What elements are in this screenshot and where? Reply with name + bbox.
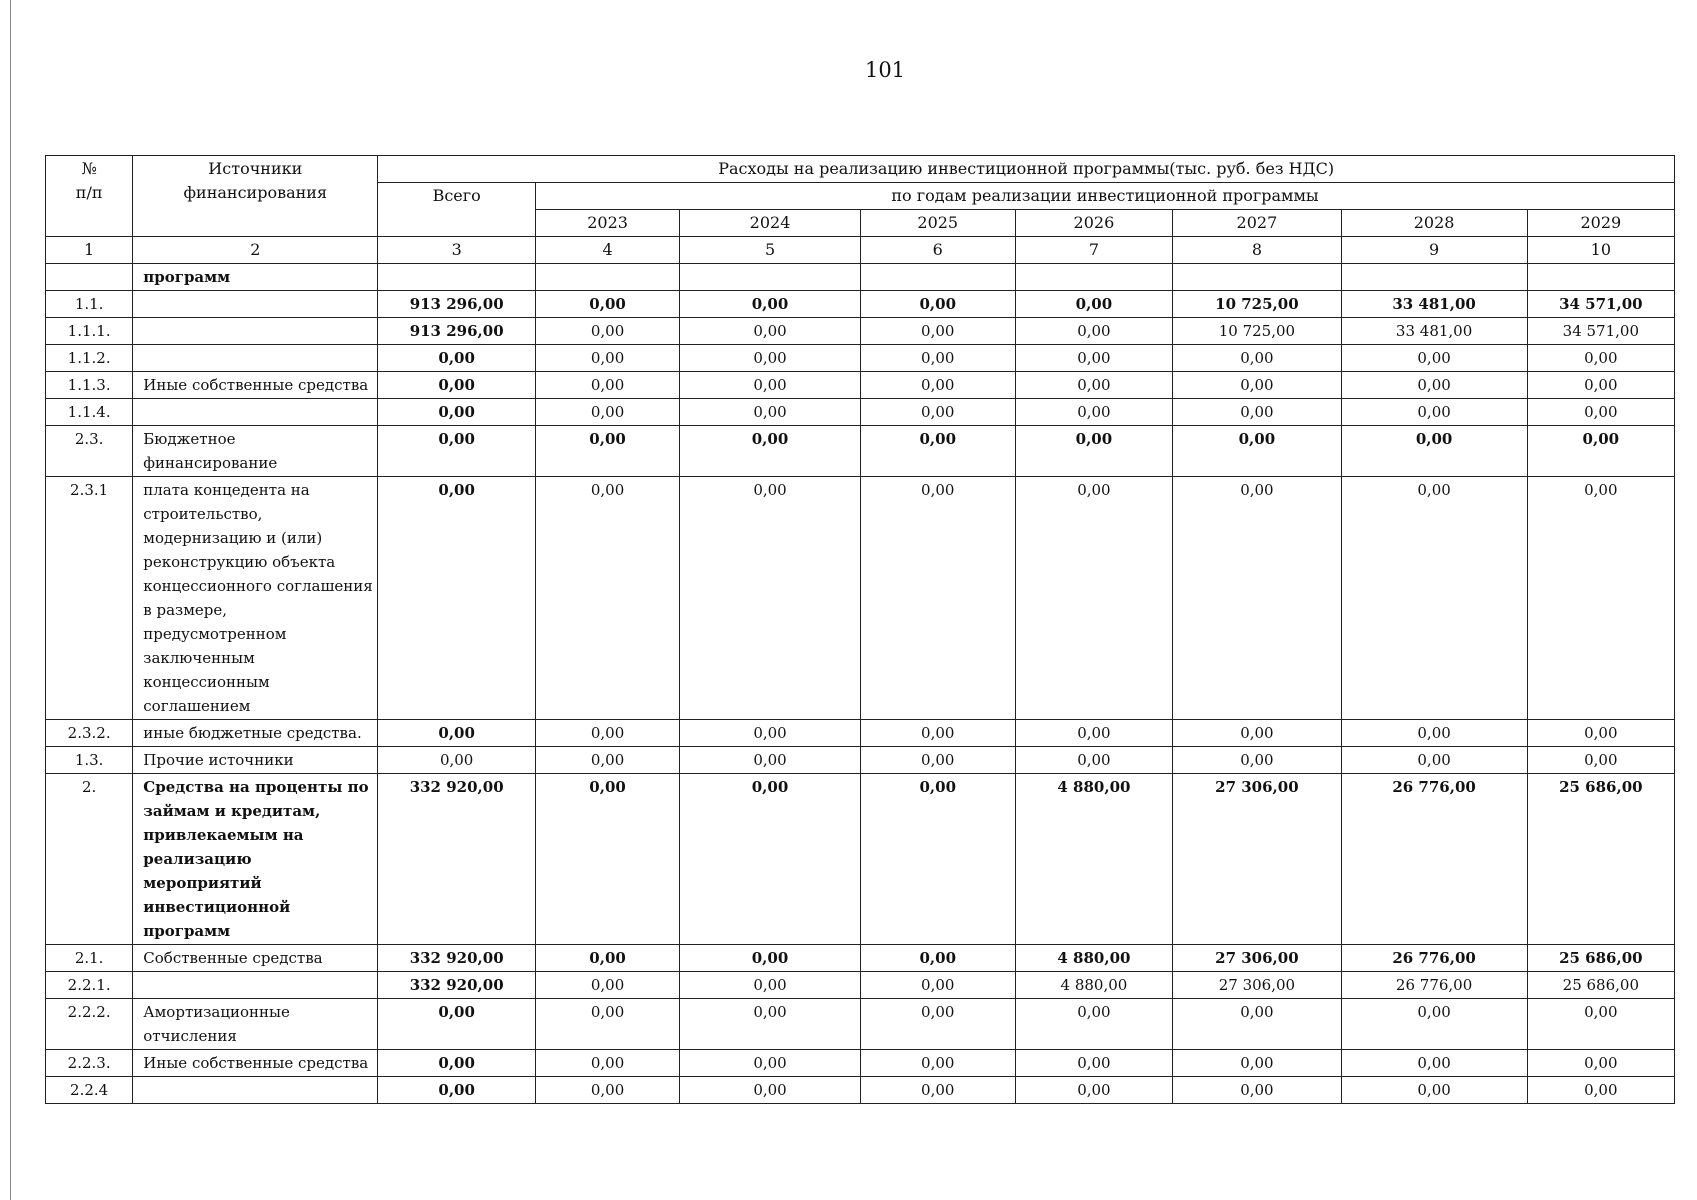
table-row (46, 318, 1675, 345)
row-number-cell: 2.3.1 (46, 477, 133, 720)
row-year-value-cell: 0,00 (1341, 999, 1527, 1050)
column-number-cell: 8 (1173, 237, 1341, 264)
row-year-value-cell: 0,00 (1173, 720, 1341, 747)
row-year-value-cell: 0,00 (860, 774, 1015, 945)
row-year-value-cell: 10 725,00 (1173, 318, 1341, 345)
table-header (46, 156, 1675, 264)
row-source-cell: Прочие источники (133, 747, 378, 774)
header-year: 2026 (1015, 210, 1173, 237)
table-row (46, 945, 1675, 972)
row-year-value-cell: 0,00 (1015, 426, 1173, 477)
row-number-cell: 1.1.4. (46, 399, 133, 426)
row-year-value-cell (1527, 264, 1674, 291)
row-year-value-cell: 0,00 (1527, 399, 1674, 426)
row-source-cell (133, 345, 378, 372)
row-year-value-cell: 0,00 (860, 318, 1015, 345)
row-year-value-cell: 0,00 (1527, 477, 1674, 720)
header-expenses-title: Расходы на реализацию инвестиционной программы(тыс. руб. без НДС) (378, 156, 1675, 183)
row-year-value-cell: 0,00 (860, 945, 1015, 972)
row-year-value-cell: 26 776,00 (1341, 774, 1527, 945)
row-number-cell: 1.1. (46, 291, 133, 318)
table-row (46, 999, 1675, 1050)
page-edge-line (10, 0, 11, 1200)
row-source-cell: Амортизационные отчисления (133, 999, 378, 1050)
header-year: 2028 (1341, 210, 1527, 237)
row-year-value-cell: 0,00 (1527, 426, 1674, 477)
row-year-value-cell: 0,00 (1173, 372, 1341, 399)
row-year-value-cell: 0,00 (680, 345, 861, 372)
row-year-value-cell: 0,00 (680, 747, 861, 774)
row-year-value-cell: 0,00 (536, 1077, 680, 1104)
row-year-value-cell: 0,00 (1173, 747, 1341, 774)
row-year-value-cell: 0,00 (860, 720, 1015, 747)
header-year: 2023 (536, 210, 680, 237)
row-total-cell: 0,00 (378, 477, 536, 720)
header-source-line2: финансирования (183, 183, 328, 202)
column-number-cell: 3 (378, 237, 536, 264)
row-year-value-cell: 26 776,00 (1341, 972, 1527, 999)
row-total-cell: 0,00 (378, 426, 536, 477)
row-year-value-cell: 27 306,00 (1173, 774, 1341, 945)
row-number-cell: 2.3.2. (46, 720, 133, 747)
row-year-value-cell: 0,00 (1015, 1077, 1173, 1104)
row-year-value-cell: 0,00 (1015, 318, 1173, 345)
row-total-cell: 332 920,00 (378, 774, 536, 945)
row-year-value-cell: 0,00 (536, 774, 680, 945)
row-source-cell (133, 291, 378, 318)
column-number-cell: 6 (860, 237, 1015, 264)
row-year-value-cell: 0,00 (860, 972, 1015, 999)
row-year-value-cell: 0,00 (680, 945, 861, 972)
row-year-value-cell: 0,00 (536, 945, 680, 972)
row-year-value-cell: 0,00 (1015, 399, 1173, 426)
row-total-cell: 332 920,00 (378, 945, 536, 972)
table-row (46, 372, 1675, 399)
row-year-value-cell (1341, 264, 1527, 291)
row-total-cell: 0,00 (378, 720, 536, 747)
investment-table (45, 155, 1675, 1104)
row-total-cell: 0,00 (378, 399, 536, 426)
row-number-cell: 2.2.2. (46, 999, 133, 1050)
table-row (46, 774, 1675, 945)
row-year-value-cell: 0,00 (536, 399, 680, 426)
row-year-value-cell: 0,00 (860, 372, 1015, 399)
row-year-value-cell: 0,00 (1173, 426, 1341, 477)
header-year: 2029 (1527, 210, 1674, 237)
row-year-value-cell (536, 264, 680, 291)
row-year-value-cell: 0,00 (536, 999, 680, 1050)
row-year-value-cell: 0,00 (680, 477, 861, 720)
row-source-cell: плата концедента на строительство, модернизацию и (или) реконструкцию объекта концессионного соглашения в размере, предусмотренном заключенным концессионным соглашением (133, 477, 378, 720)
column-number-cell: 9 (1341, 237, 1527, 264)
row-year-value-cell: 0,00 (860, 426, 1015, 477)
table-row (46, 1077, 1675, 1104)
row-year-value-cell: 0,00 (680, 372, 861, 399)
row-year-value-cell: 0,00 (1341, 747, 1527, 774)
row-year-value-cell: 0,00 (860, 1050, 1015, 1077)
row-source-cell: Бюджетное финансирование (133, 426, 378, 477)
row-year-value-cell: 0,00 (1341, 1077, 1527, 1104)
row-year-value-cell: 34 571,00 (1527, 291, 1674, 318)
table-row (46, 264, 1675, 291)
row-total-cell (378, 264, 536, 291)
header-year: 2025 (860, 210, 1015, 237)
row-number-cell: 2. (46, 774, 133, 945)
row-year-value-cell: 0,00 (860, 477, 1015, 720)
row-year-value-cell: 0,00 (1527, 747, 1674, 774)
row-total-cell: 913 296,00 (378, 318, 536, 345)
row-year-value-cell: 0,00 (536, 372, 680, 399)
row-year-value-cell: 0,00 (1015, 720, 1173, 747)
row-total-cell: 913 296,00 (378, 291, 536, 318)
row-year-value-cell: 0,00 (1527, 720, 1674, 747)
row-year-value-cell: 0,00 (680, 291, 861, 318)
row-year-value-cell: 0,00 (1341, 372, 1527, 399)
row-number-cell: 1.1.1. (46, 318, 133, 345)
row-year-value-cell: 0,00 (536, 747, 680, 774)
row-year-value-cell: 0,00 (680, 774, 861, 945)
row-source-cell: Средства на проценты по займам и кредитам, привлекаемым на реализацию мероприятий инвестиционной программ (133, 774, 378, 945)
row-year-value-cell: 0,00 (1527, 999, 1674, 1050)
column-number-cell: 10 (1527, 237, 1674, 264)
row-year-value-cell: 0,00 (680, 999, 861, 1050)
row-year-value-cell: 0,00 (536, 291, 680, 318)
row-year-value-cell: 0,00 (1015, 747, 1173, 774)
row-number-cell: 2.2.3. (46, 1050, 133, 1077)
row-total-cell: 0,00 (378, 372, 536, 399)
row-number-cell: 2.2.1. (46, 972, 133, 999)
row-year-value-cell: 33 481,00 (1341, 291, 1527, 318)
row-year-value-cell (1173, 264, 1341, 291)
column-number-cell: 7 (1015, 237, 1173, 264)
row-year-value-cell (1015, 264, 1173, 291)
row-year-value-cell: 0,00 (1173, 999, 1341, 1050)
row-number-cell: 1.3. (46, 747, 133, 774)
row-year-value-cell: 0,00 (1341, 426, 1527, 477)
row-year-value-cell: 0,00 (1173, 399, 1341, 426)
row-year-value-cell: 0,00 (680, 1077, 861, 1104)
row-year-value-cell: 0,00 (680, 399, 861, 426)
row-year-value-cell: 0,00 (536, 318, 680, 345)
row-total-cell: 0,00 (378, 999, 536, 1050)
row-year-value-cell: 0,00 (1527, 1050, 1674, 1077)
row-year-value-cell: 10 725,00 (1173, 291, 1341, 318)
column-number-cell: 2 (133, 237, 378, 264)
row-source-cell (133, 1077, 378, 1104)
row-year-value-cell: 0,00 (680, 720, 861, 747)
row-year-value-cell: 4 880,00 (1015, 972, 1173, 999)
row-year-value-cell: 0,00 (680, 318, 861, 345)
row-year-value-cell: 0,00 (536, 972, 680, 999)
row-year-value-cell: 0,00 (1341, 477, 1527, 720)
row-number-cell: 2.3. (46, 426, 133, 477)
header-number-line2: п/п (75, 183, 103, 202)
row-year-value-cell: 0,00 (1173, 345, 1341, 372)
table-body (46, 264, 1675, 1104)
row-number-cell: 2.2.4 (46, 1077, 133, 1104)
row-year-value-cell: 4 880,00 (1015, 945, 1173, 972)
row-number-cell: 2.1. (46, 945, 133, 972)
row-year-value-cell: 0,00 (536, 477, 680, 720)
row-year-value-cell: 0,00 (860, 1077, 1015, 1104)
row-year-value-cell: 25 686,00 (1527, 774, 1674, 945)
header-year: 2024 (680, 210, 861, 237)
row-total-cell: 0,00 (378, 1050, 536, 1077)
row-source-cell: Собственные средства (133, 945, 378, 972)
table-row (46, 426, 1675, 477)
row-total-cell: 0,00 (378, 747, 536, 774)
row-year-value-cell (860, 264, 1015, 291)
table-row (46, 1050, 1675, 1077)
row-year-value-cell: 26 776,00 (1341, 945, 1527, 972)
header-source-line1: Источники (208, 159, 303, 178)
row-year-value-cell: 0,00 (1527, 1077, 1674, 1104)
row-year-value-cell: 25 686,00 (1527, 945, 1674, 972)
table-row (46, 972, 1675, 999)
row-number-cell: 1.1.3. (46, 372, 133, 399)
row-source-cell: иные бюджетные средства. (133, 720, 378, 747)
row-year-value-cell (680, 264, 861, 291)
header-total: Всего (378, 183, 536, 237)
table-row (46, 399, 1675, 426)
row-year-value-cell: 0,00 (1341, 345, 1527, 372)
row-source-cell: Иные собственные средства (133, 372, 378, 399)
table-row (46, 291, 1675, 318)
row-year-value-cell: 0,00 (536, 1050, 680, 1077)
header-column-numbers-row (46, 237, 1675, 264)
row-year-value-cell: 0,00 (536, 345, 680, 372)
column-number-cell: 4 (536, 237, 680, 264)
row-year-value-cell: 0,00 (860, 345, 1015, 372)
row-year-value-cell: 0,00 (860, 399, 1015, 426)
row-year-value-cell: 34 571,00 (1527, 318, 1674, 345)
row-source-cell: Иные собственные средства (133, 1050, 378, 1077)
header-number-line1: № (81, 159, 97, 178)
row-year-value-cell: 25 686,00 (1527, 972, 1674, 999)
row-year-value-cell: 0,00 (1015, 372, 1173, 399)
row-source-cell (133, 972, 378, 999)
row-year-value-cell: 4 880,00 (1015, 774, 1173, 945)
row-year-value-cell: 0,00 (680, 426, 861, 477)
row-year-value-cell: 0,00 (680, 972, 861, 999)
header-year: 2027 (1173, 210, 1341, 237)
row-year-value-cell: 0,00 (680, 1050, 861, 1077)
investment-table-container (45, 155, 1675, 1104)
row-year-value-cell: 0,00 (1173, 1077, 1341, 1104)
row-year-value-cell: 0,00 (1015, 477, 1173, 720)
row-source-cell: программ (133, 264, 378, 291)
row-total-cell: 0,00 (378, 1077, 536, 1104)
row-year-value-cell: 0,00 (1173, 1050, 1341, 1077)
header-by-years: по годам реализации инвестиционной программы (536, 183, 1675, 210)
row-year-value-cell: 0,00 (1173, 477, 1341, 720)
row-year-value-cell: 0,00 (1527, 372, 1674, 399)
row-year-value-cell: 27 306,00 (1173, 972, 1341, 999)
header-source (133, 156, 378, 237)
row-number-cell (46, 264, 133, 291)
row-year-value-cell: 33 481,00 (1341, 318, 1527, 345)
row-year-value-cell: 0,00 (1527, 345, 1674, 372)
row-total-cell: 332 920,00 (378, 972, 536, 999)
page-number: 101 (864, 58, 906, 82)
row-source-cell (133, 318, 378, 345)
row-year-value-cell: 27 306,00 (1173, 945, 1341, 972)
row-year-value-cell: 0,00 (1015, 999, 1173, 1050)
row-year-value-cell: 0,00 (1341, 1050, 1527, 1077)
row-year-value-cell: 0,00 (536, 426, 680, 477)
table-row (46, 477, 1675, 720)
row-year-value-cell: 0,00 (1015, 1050, 1173, 1077)
row-year-value-cell: 0,00 (1341, 720, 1527, 747)
row-source-cell (133, 399, 378, 426)
row-year-value-cell: 0,00 (860, 999, 1015, 1050)
row-year-value-cell: 0,00 (860, 291, 1015, 318)
column-number-cell: 5 (680, 237, 861, 264)
header-number (46, 156, 133, 237)
row-year-value-cell: 0,00 (1341, 399, 1527, 426)
table-row (46, 720, 1675, 747)
row-number-cell: 1.1.2. (46, 345, 133, 372)
column-number-cell: 1 (46, 237, 133, 264)
row-year-value-cell: 0,00 (536, 720, 680, 747)
row-total-cell: 0,00 (378, 345, 536, 372)
table-row (46, 345, 1675, 372)
row-year-value-cell: 0,00 (860, 747, 1015, 774)
table-row (46, 747, 1675, 774)
row-year-value-cell: 0,00 (1015, 291, 1173, 318)
row-year-value-cell: 0,00 (1015, 345, 1173, 372)
